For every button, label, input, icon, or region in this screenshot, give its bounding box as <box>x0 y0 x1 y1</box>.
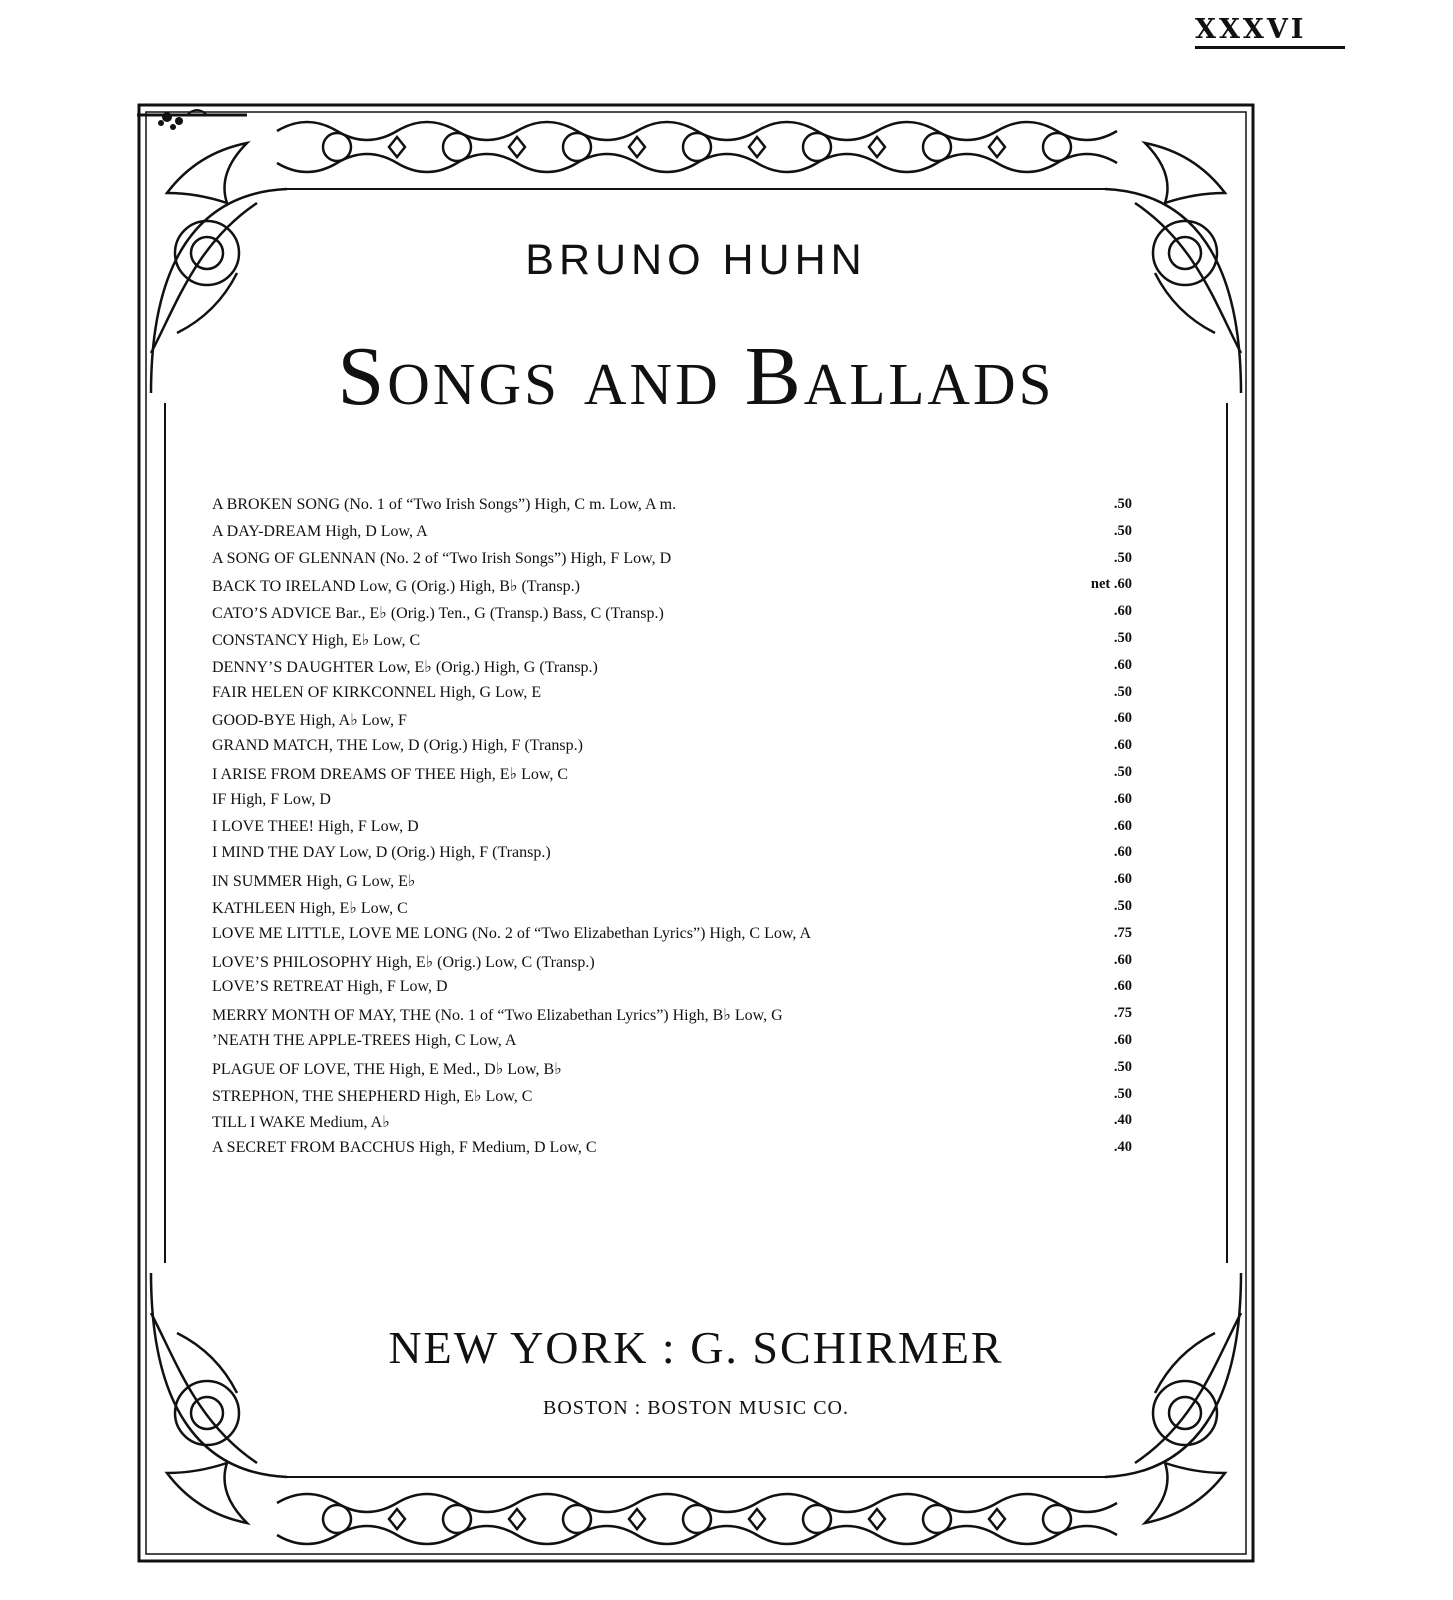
song-price: .50 <box>1113 496 1132 512</box>
song-entry: LOVE’S RETREAT High, F Low, D <box>212 978 448 996</box>
catalog-mark: XXXVI <box>1195 14 1345 49</box>
song-entry: CATO’S ADVICE Bar., E♭ (Orig.) Ten., G (Transp.) Bass, C (Transp.) <box>212 605 664 623</box>
list-item <box>212 684 1132 711</box>
list-item <box>212 1139 1132 1166</box>
song-price: .50 <box>1113 683 1132 700</box>
list-item <box>212 1086 1132 1113</box>
song-entry: A SECRET FROM BACCHUS High, F Medium, D Low, C <box>212 1139 597 1157</box>
page-title: Songs and Ballads <box>337 330 1055 423</box>
branch-imprint: BOSTON : BOSTON MUSIC CO. <box>543 1397 849 1419</box>
song-entry: GRAND MATCH, THE Low, D (Orig.) High, F (Transp.) <box>212 737 583 755</box>
song-entry: ’NEATH THE APPLE-TREES High, C Low, A <box>212 1031 517 1049</box>
list-item <box>212 1032 1132 1059</box>
song-price: .50 <box>1113 1058 1132 1075</box>
song-price: .50 <box>1113 1085 1132 1102</box>
song-entry: LOVE’S PHILOSOPHY High, E♭ (Orig.) Low, C (Transp.) <box>212 953 595 971</box>
song-entry: FAIR HELEN OF KIRKCONNEL High, G Low, E <box>212 683 542 701</box>
song-price: .60 <box>1113 710 1132 727</box>
song-price: .60 <box>1113 656 1132 673</box>
list-item <box>212 1005 1132 1032</box>
list-item <box>212 576 1132 603</box>
song-entry: A BROKEN SONG (No. 1 of “Two Irish Songs”) High, C m. Low, A m. <box>212 496 677 513</box>
song-price: .40 <box>1113 1112 1132 1129</box>
song-price: .60 <box>1113 817 1132 834</box>
song-entry: A SONG OF GLENNAN (No. 2 of “Two Irish Songs”) High, F Low, D <box>212 549 672 567</box>
song-price: .50 <box>1113 522 1132 539</box>
list-item <box>212 925 1132 952</box>
song-price: .60 <box>1113 790 1132 807</box>
list-item <box>212 550 1132 577</box>
composer-name: BRUNO HUHN <box>525 236 867 284</box>
song-price: .60 <box>1113 951 1132 968</box>
list-item <box>212 978 1132 1005</box>
song-price: .50 <box>1113 549 1132 566</box>
song-entry: IF High, F Low, D <box>212 790 331 808</box>
song-price: .60 <box>1113 978 1132 995</box>
floral-divider-icon <box>137 103 247 133</box>
song-entry: MERRY MONTH OF MAY, THE (No. 1 of “Two Elizabethan Lyrics”) High, B♭ Low, G <box>212 1007 783 1025</box>
song-entry: I ARISE FROM DREAMS OF THEE High, E♭ Low, C <box>212 765 569 783</box>
song-entry: BACK TO IRELAND Low, G (Orig.) High, B♭ (Transp.) <box>212 578 580 596</box>
song-price: .75 <box>1113 924 1132 941</box>
list-item <box>212 844 1132 871</box>
song-price: .60 <box>1113 737 1132 754</box>
publisher-imprint: NEW YORK : G. SCHIRMER <box>388 1322 1004 1373</box>
list-item <box>212 898 1132 925</box>
song-price: .60 <box>1113 603 1132 620</box>
list-item <box>212 630 1132 657</box>
bottom-scroll-band <box>277 1494 1117 1544</box>
list-item <box>212 737 1132 764</box>
song-price: .50 <box>1113 897 1132 914</box>
song-entry: STREPHON, THE SHEPHERD High, E♭ Low, C <box>212 1087 533 1105</box>
song-price: .60 <box>1113 1031 1132 1048</box>
list-item <box>212 496 1132 523</box>
title-page-frame <box>137 103 1255 1563</box>
song-entry: TILL I WAKE Medium, A♭ <box>212 1114 390 1132</box>
song-price: .40 <box>1113 1139 1132 1156</box>
list-item <box>212 1059 1132 1086</box>
song-price: .50 <box>1113 629 1132 646</box>
list-item <box>212 657 1132 684</box>
song-entry: I MIND THE DAY Low, D (Orig.) High, F (Transp.) <box>212 844 551 862</box>
song-entry: I LOVE THEE! High, F Low, D <box>212 817 419 835</box>
list-item <box>212 764 1132 791</box>
song-entry: CONSTANCY High, E♭ Low, C <box>212 631 421 649</box>
song-price: net .60 <box>1090 576 1132 593</box>
list-item <box>212 871 1132 898</box>
song-list <box>212 496 1132 1166</box>
song-entry: KATHLEEN High, E♭ Low, C <box>212 899 408 917</box>
song-entry: PLAGUE OF LOVE, THE High, E Med., D♭ Low, B♭ <box>212 1060 562 1078</box>
song-price: .50 <box>1113 763 1132 780</box>
list-item <box>212 603 1132 630</box>
list-item <box>212 1112 1132 1139</box>
song-entry: LOVE ME LITTLE, LOVE ME LONG (No. 2 of “Two Elizabethan Lyrics”) High, C Low, A <box>212 924 812 942</box>
list-item <box>212 818 1132 845</box>
song-price: .60 <box>1113 871 1132 888</box>
song-price: .75 <box>1113 1005 1132 1022</box>
list-item <box>212 791 1132 818</box>
list-item <box>212 952 1132 979</box>
song-entry: A DAY-DREAM High, D Low, A <box>212 522 428 540</box>
song-entry: DENNY’S DAUGHTER Low, E♭ (Orig.) High, G (Transp.) <box>212 658 598 676</box>
song-entry: GOOD-BYE High, A♭ Low, F <box>212 712 407 730</box>
list-item <box>212 710 1132 737</box>
top-scroll-band <box>277 122 1117 172</box>
list-item <box>212 523 1132 550</box>
song-price: .60 <box>1113 844 1132 861</box>
song-entry: IN SUMMER High, G Low, E♭ <box>212 873 416 891</box>
